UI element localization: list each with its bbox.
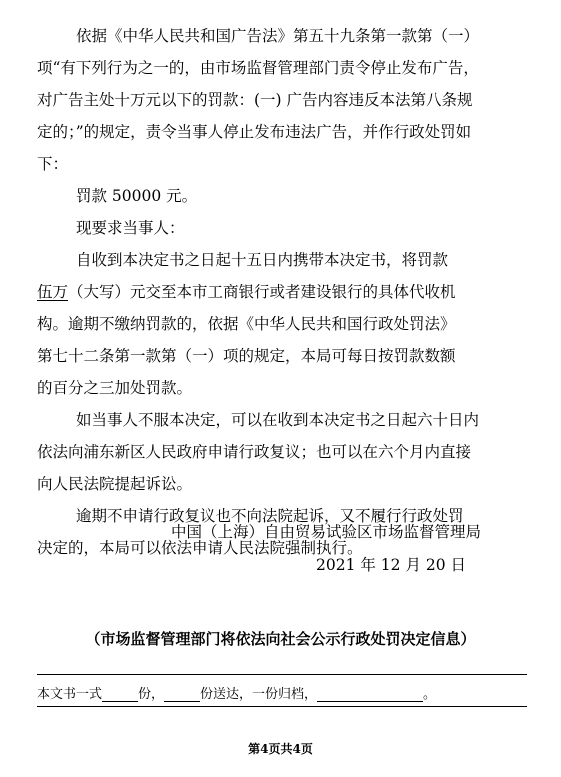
text-line	[37, 88, 473, 110]
text: 决定的，本局可以依法申请人民法院强制执行。	[37, 539, 363, 557]
text-line	[37, 344, 456, 366]
text-line	[37, 56, 479, 78]
requirement-line	[37, 216, 185, 238]
text: 的百分之三加处罚款。	[37, 379, 193, 397]
divider-bottom	[37, 706, 527, 707]
copies-text: 。	[423, 687, 437, 702]
publicity-notice: （市场监督管理部门将依法向社会公示行政处罚决定信息）	[85, 630, 476, 648]
text: （大写）元交至本市工商银行或者建设银行的具体代收机	[68, 283, 456, 301]
copies-text: 份送达，一份归档，	[200, 687, 318, 702]
text-line	[37, 280, 456, 302]
text: 项“有下列行为之一的，由市场监督管理部门责令停止发布广告，	[37, 59, 479, 77]
page-number: 第4页共4页	[248, 742, 313, 756]
text: 定的；”的规定，责令当事人停止发布违法广告，并作行政处罚如	[37, 123, 472, 141]
text-line	[37, 24, 537, 46]
text: 下：	[37, 155, 69, 173]
issuing-authority: 中国（上海）自由贸易试验区市场监督管理局	[171, 523, 482, 541]
amount-in-words: 伍万	[37, 283, 69, 301]
text-line	[37, 472, 192, 494]
served-count-blank[interactable]	[164, 688, 200, 702]
text: 现要求当事人：	[76, 219, 185, 237]
text: 第七十二条第一款第（一）项的规定，本局可每日按罚款数额	[37, 347, 456, 365]
fine-amount: 罚款 50000 元。	[76, 187, 198, 205]
issue-date: 2021 年 12 月 20 日	[316, 556, 467, 574]
text: 如当事人不服本决定，可以在收到本决定书之日起六十日内	[76, 411, 480, 429]
fine-line	[37, 184, 197, 206]
text: 自收到本决定书之日起十五日内携带本决定书，将罚款	[76, 251, 449, 269]
text: 依法向浦东新区人民政府申请行政复议；也可以在六个月内直接	[37, 443, 472, 461]
text: 构。逾期不缴纳罚款的，依据《中华人民共和国行政处罚法》	[37, 315, 456, 333]
copies-text: 份，	[138, 687, 165, 702]
archive-blank[interactable]	[317, 688, 423, 702]
text: 逾期不申请行政复议也不向法院起诉，又不履行行政处罚	[76, 507, 464, 525]
text: 对广告主处十万元以下的罚款：(一) 广告内容违反本法第八条规	[37, 91, 473, 109]
text-line	[37, 152, 68, 174]
text: 依据《中华人民共和国广告法》第五十九条第一款第（一）	[76, 27, 480, 45]
copies-line	[37, 683, 436, 702]
text-line	[37, 312, 456, 334]
text-line	[37, 408, 479, 430]
text-line	[37, 120, 471, 142]
text-line	[37, 248, 448, 270]
text-line	[37, 376, 192, 398]
text: 向人民法院提起诉讼。	[37, 475, 193, 493]
divider-top	[37, 674, 527, 675]
copies-text: 本文书一式	[37, 687, 103, 702]
text-line	[37, 440, 471, 462]
copies-count-blank[interactable]	[102, 688, 138, 702]
